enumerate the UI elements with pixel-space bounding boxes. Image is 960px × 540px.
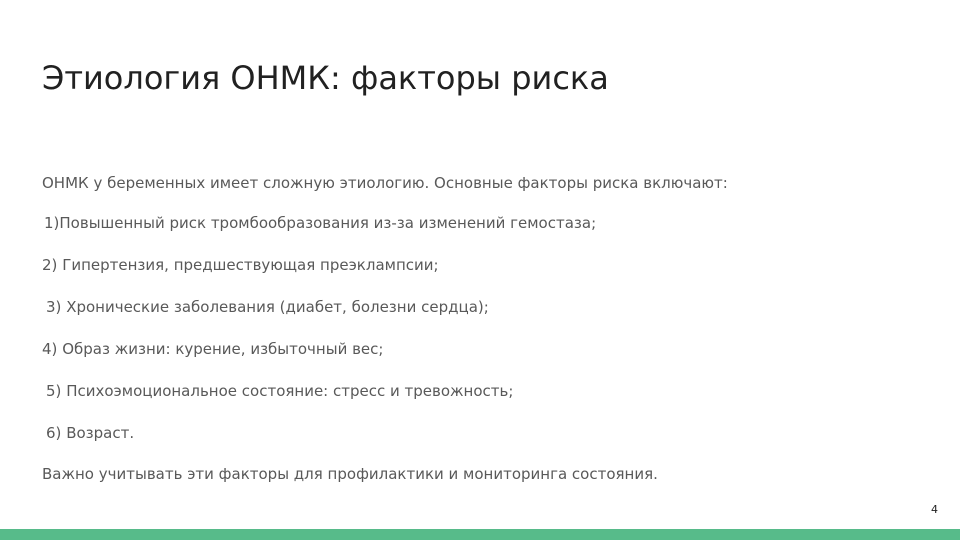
list-item-text: Психоэмоциональное состояние: стресс и тревожность; [66,382,514,400]
list-item-number: 3) [46,298,62,316]
list-item-number: 4) [42,340,58,358]
list-item [46,422,134,444]
page-number: 4 [931,503,938,516]
list-item-text: Повышенный риск тромбообразования из-за изменений гемостаза; [59,214,597,232]
list-item [42,254,439,276]
list-item [46,296,489,318]
list-item-number: 2) [42,256,58,274]
list-item [42,338,383,360]
list-item-text: Гипертензия, предшествующая преэклампсии; [62,256,439,274]
intro-text: ОНМК у беременных имеет сложную этиологию. Основные факторы риска включают: [42,174,728,192]
list-item-number: 1) [44,214,60,232]
accent-bar [0,529,960,540]
slide-title: Этиология ОНМК: факторы риска [42,59,609,97]
list-item-text: Хронические заболевания (диабет, болезни сердца); [66,298,489,316]
list-item [44,212,596,234]
list-item [46,380,513,402]
conclusion-text: Важно учитывать эти факторы для профилактики и мониторинга состояния. [42,465,658,483]
list-item-text: Возраст. [66,424,135,442]
list-item-number: 5) [46,382,62,400]
list-item-text: Образ жизни: курение, избыточный вес; [62,340,384,358]
list-item-number: 6) [46,424,62,442]
